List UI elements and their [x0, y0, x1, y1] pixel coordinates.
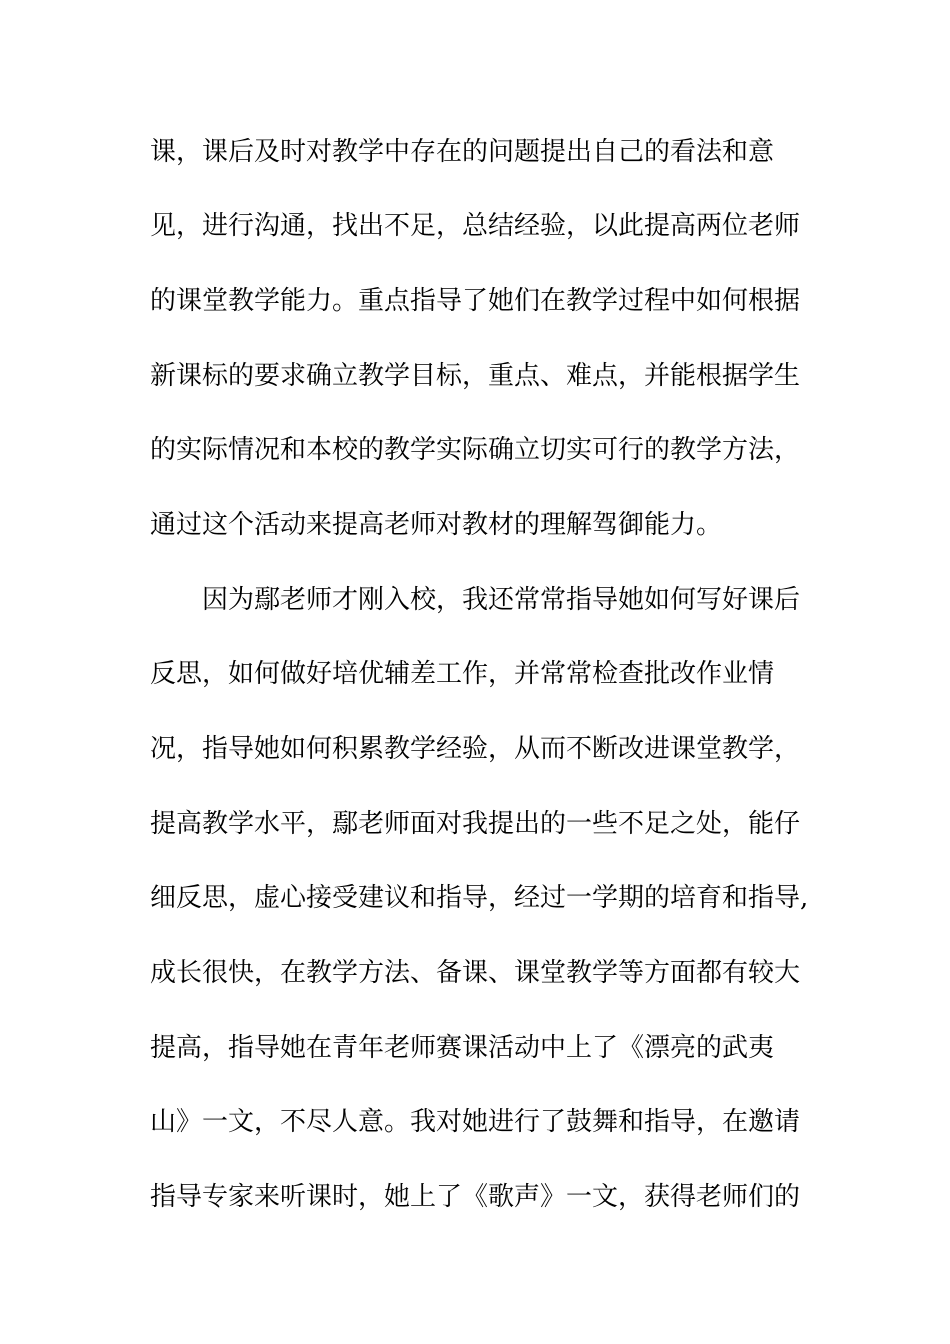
text-line: 细反思，虚心接受建议和指导，经过一学期的培育和指导,: [150, 883, 809, 913]
text-line: 的课堂教学能力。重点指导了她们在教学过程中如何根据: [150, 286, 801, 316]
text-line: 反思，如何做好培优辅差工作，并常常检查批改作业情: [150, 659, 775, 689]
paragraph-first-line: 因为鄢老师才刚入校，我还常常指导她如何写好课后: [202, 585, 801, 615]
text-line: 成长很快，在教学方法、备课、课堂教学等方面都有较大: [150, 958, 801, 988]
text-line: 山》一文，不尽人意。我对她进行了鼓舞和指导，在邀请: [150, 1107, 801, 1137]
text-line: 提高教学水平，鄢老师面对我提出的一些不足之处，能仔: [150, 809, 801, 839]
text-line: 见，进行沟通，找出不足，总结经验，以此提高两位老师: [150, 211, 801, 241]
text-line: 提高，指导她在青年老师赛课活动中上了《漂亮的武夷: [150, 1033, 775, 1063]
text-line: 课，课后及时对教学中存在的问题提出自己的看法和意: [150, 137, 775, 167]
text-line: 新课标的要求确立教学目标，重点、难点，并能根据学生: [150, 361, 801, 391]
text-line: 指导专家来听课时，她上了《歌声》一文，获得老师们的: [150, 1182, 801, 1212]
text-line: 的实际情况和本校的教学实际确立切实可行的教学方法，: [150, 435, 801, 465]
text-line: 通过这个活动来提高老师对教材的理解驾御能力。: [150, 510, 723, 540]
text-line: 况，指导她如何积累教学经验，从而不断改进课堂教学，: [150, 734, 801, 764]
